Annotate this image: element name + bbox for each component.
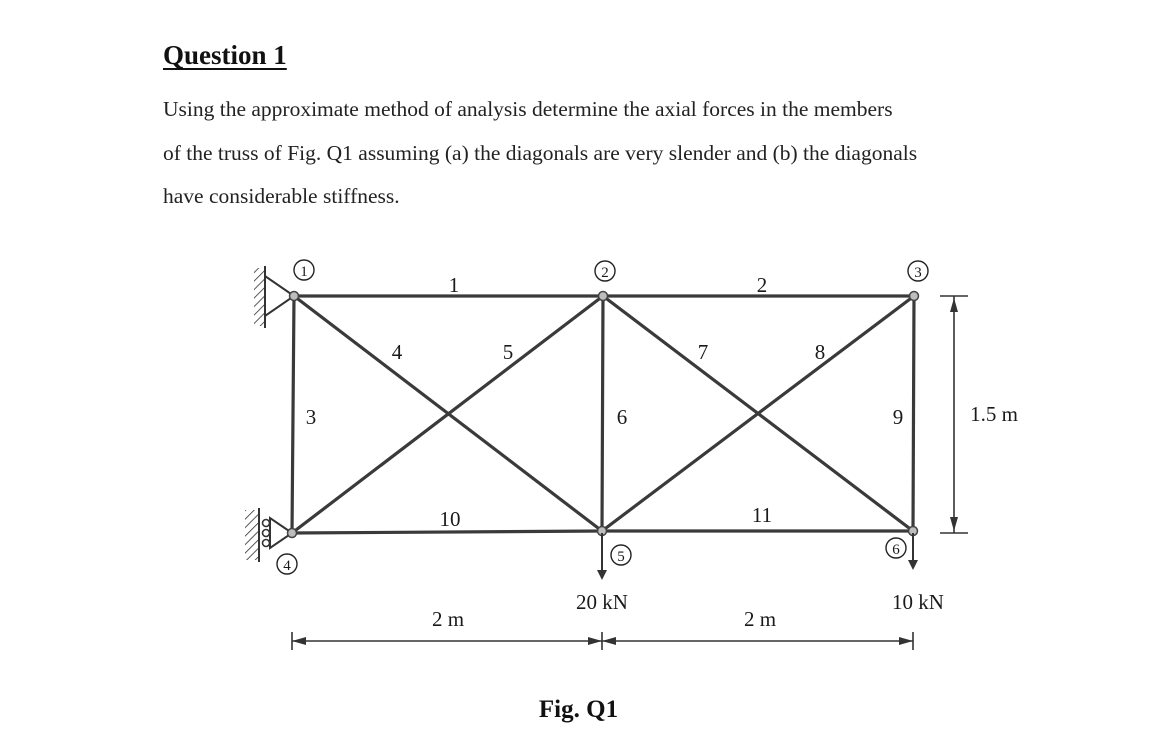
node-label-5 bbox=[611, 545, 631, 565]
load-arrow-20kn bbox=[597, 533, 607, 580]
member-label-5: 5 bbox=[502, 340, 514, 364]
node-label-4 bbox=[277, 554, 297, 574]
figure-caption: Fig. Q1 bbox=[538, 696, 619, 723]
member-6 bbox=[602, 296, 603, 531]
dimension-label-left-span: 2 m bbox=[431, 607, 465, 631]
joint-2 bbox=[599, 292, 608, 301]
vertical-dimension bbox=[940, 296, 968, 533]
joint-1 bbox=[290, 292, 299, 301]
joint-4 bbox=[288, 529, 297, 538]
member-3 bbox=[292, 296, 294, 533]
load-label-20kn: 20 kN bbox=[576, 590, 628, 614]
member-label-8: 8 bbox=[814, 340, 826, 364]
svg-text:6: 6 bbox=[892, 542, 900, 558]
svg-text:1: 1 bbox=[300, 264, 308, 280]
member-label-6: 6 bbox=[616, 405, 628, 429]
horizontal-dimension bbox=[292, 632, 913, 650]
member-label-7: 7 bbox=[697, 340, 709, 364]
svg-text:3: 3 bbox=[914, 265, 922, 281]
member-label-10: 10 bbox=[439, 507, 461, 531]
svg-text:2: 2 bbox=[601, 265, 609, 281]
dimension-label-height: 1.5 m bbox=[970, 402, 1018, 426]
load-label-10kn: 10 kN bbox=[892, 590, 944, 614]
question-line-1: Using the approximate method of analysis determine the axial forces in the members bbox=[163, 97, 893, 121]
svg-text:4: 4 bbox=[283, 558, 291, 574]
node-label-1 bbox=[294, 260, 314, 280]
question-title: Question 1 bbox=[163, 40, 287, 70]
question-line-2: of the truss of Fig. Q1 assuming (a) the diagonals are very slender and (b) the diagonals bbox=[163, 140, 918, 165]
node-label-3 bbox=[908, 261, 928, 281]
member-10 bbox=[292, 531, 602, 533]
load-arrow-10kn bbox=[908, 533, 918, 570]
node-label-6 bbox=[886, 538, 906, 558]
member-label-1: 1 bbox=[448, 273, 460, 297]
member-label-4: 4 bbox=[391, 340, 403, 364]
joint-3 bbox=[910, 292, 919, 301]
node-label-2 bbox=[595, 261, 615, 281]
member-label-3: 3 bbox=[305, 405, 317, 429]
pin-support-icon bbox=[254, 266, 294, 328]
svg-text:5: 5 bbox=[617, 549, 625, 565]
dimension-label-right-span: 2 m bbox=[743, 607, 777, 631]
member-9 bbox=[913, 296, 914, 531]
member-label-11: 11 bbox=[751, 503, 773, 527]
question-line-3: have considerable stiffness. bbox=[163, 184, 400, 208]
member-label-9: 9 bbox=[892, 405, 904, 429]
member-label-2: 2 bbox=[756, 273, 768, 297]
